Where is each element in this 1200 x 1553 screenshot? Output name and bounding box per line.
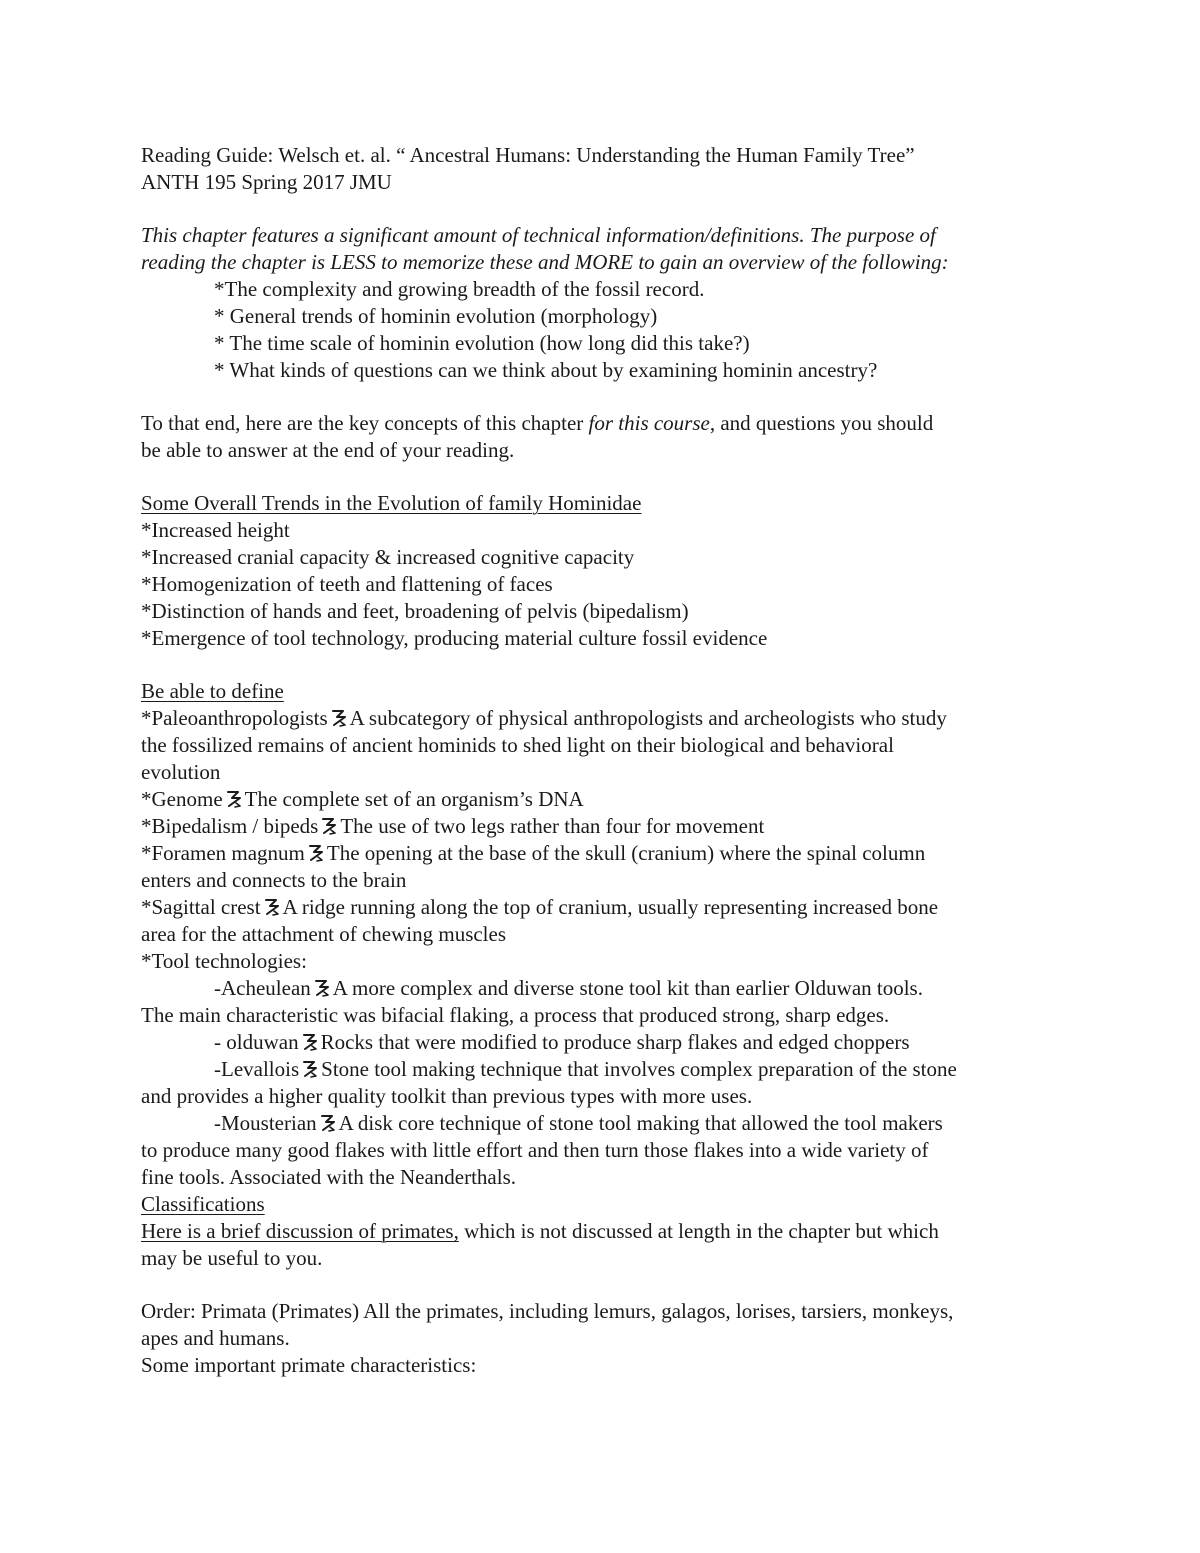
key-concepts-line-2: be able to answer at the end of your reading. — [141, 438, 515, 462]
definition-term: *Foramen magnum — [141, 841, 305, 865]
trend-item: *Increased height — [141, 518, 290, 542]
arrow-icon — [314, 978, 331, 998]
key-concepts-text: , and questions you should — [709, 411, 934, 435]
arrow-icon — [302, 1059, 319, 1079]
trend-item: *Homogenization of teeth and flattening of faces — [141, 572, 553, 596]
primates-text: which is not discussed at length in the chapter but which — [458, 1219, 939, 1243]
definition-text: The opening at the base of the skull (cranium) where the spinal column — [326, 841, 926, 865]
tool-technologies-label: *Tool technologies: — [141, 949, 307, 973]
intro-bullet: *The complexity and growing breadth of the fossil record. — [214, 277, 705, 301]
trend-item: *Increased cranial capacity & increased cognitive capacity — [141, 545, 635, 569]
classifications-heading: Classifications — [141, 1192, 265, 1216]
definition-continuation: and provides a higher quality toolkit than previous types with more uses. — [141, 1084, 753, 1108]
definition-foramen-magnum — [141, 840, 1081, 867]
document-title: Reading Guide: Welsch et. al. “ Ancestral Humans: Understanding the Human Family Tree” — [141, 143, 915, 167]
definition-continuation: to produce many good flakes with little effort and then turn those flakes into a wide variety of — [141, 1138, 929, 1162]
classifications-heading-line — [141, 1191, 1081, 1218]
definition-levallois — [141, 1056, 1081, 1083]
course-info: ANTH 195 Spring 2017 JMU — [141, 170, 392, 194]
intro-bullet: * General trends of hominin evolution (morphology) — [214, 304, 658, 328]
document-body — [141, 142, 1081, 1379]
spacer — [141, 652, 1081, 678]
arrow-icon — [302, 1032, 319, 1052]
definition-mousterian — [141, 1110, 1081, 1137]
spacer — [141, 1272, 1081, 1298]
definition-text: Rocks that were modified to produce sharp flakes and edged choppers — [320, 1030, 910, 1054]
definition-text: The use of two legs rather than four for movement — [340, 814, 765, 838]
order-line-3: Some important primate characteristics: — [141, 1353, 477, 1377]
primates-line-2: may be useful to you. — [141, 1246, 323, 1270]
arrow-icon — [308, 843, 325, 863]
arrow-icon — [320, 1113, 337, 1133]
definition-paleoanthropologists — [141, 705, 1081, 732]
definition-text: A ridge running along the top of cranium, usually representing increased bone — [282, 895, 939, 919]
intro-line-1: This chapter features a significant amount of technical information/definitions. The purpose of — [141, 223, 936, 247]
arrow-icon — [226, 789, 243, 809]
definition-acheulean — [141, 975, 1081, 1002]
intro-line-2: reading the chapter is LESS to memorize these and MORE to gain an overview of the following: — [141, 250, 949, 274]
definition-term: *Bipedalism / bipeds — [141, 814, 319, 838]
order-line-1: Order: Primata (Primates) All the primates, including lemurs, galagos, lorises, tarsiers, monkeys, — [141, 1299, 954, 1323]
order-line-2: apes and humans. — [141, 1326, 290, 1350]
definition-text: Stone tool making technique that involves complex preparation of the stone — [321, 1057, 957, 1081]
definition-term: -Acheulean — [214, 976, 311, 1000]
primates-line-1 — [141, 1218, 1081, 1245]
define-heading: Be able to define — [141, 679, 284, 703]
trend-item: *Emergence of tool technology, producing material culture fossil evidence — [141, 626, 768, 650]
definition-term: *Genome — [141, 787, 223, 811]
spacer — [141, 464, 1081, 490]
intro-bullet: * What kinds of questions can we think about by examining hominin ancestry? — [214, 358, 878, 382]
primates-link[interactable]: Here is a brief discussion of primates, — [141, 1219, 459, 1243]
definition-term: - olduwan — [214, 1030, 299, 1054]
key-concepts-emphasis: for this course — [588, 411, 710, 435]
definition-continuation: evolution — [141, 760, 221, 784]
define-heading-line — [141, 678, 1081, 705]
definition-term: *Sagittal crest — [141, 895, 261, 919]
definition-text: A more complex and diverse stone tool kit than earlier Olduwan tools. — [332, 976, 923, 1000]
intro-bullet: * The time scale of hominin evolution (how long did this take?) — [214, 331, 750, 355]
arrow-icon — [321, 816, 338, 836]
arrow-icon — [264, 897, 281, 917]
definition-sagittal-crest — [141, 894, 1081, 921]
spacer — [141, 196, 1081, 222]
definition-text: A disk core technique of stone tool making that allowed the tool makers — [338, 1111, 943, 1135]
key-concepts-text: To that end, here are the key concepts of this chapter — [141, 411, 589, 435]
trend-item: *Distinction of hands and feet, broadening of pelvis (bipedalism) — [141, 599, 689, 623]
definition-continuation: fine tools. Associated with the Neanderthals. — [141, 1165, 516, 1189]
definition-continuation: The main characteristic was bifacial flaking, a process that produced strong, sharp edges. — [141, 1003, 890, 1027]
definition-bipedalism — [141, 813, 1081, 840]
key-concepts-line-1 — [141, 410, 1081, 437]
definition-continuation: enters and connects to the brain — [141, 868, 407, 892]
definition-term: *Paleoanthropologists — [141, 706, 328, 730]
definition-genome — [141, 786, 1081, 813]
definition-continuation: the fossilized remains of ancient hominids to shed light on their biological and behavioral — [141, 733, 894, 757]
trends-heading-line — [141, 490, 1081, 517]
spacer — [141, 384, 1081, 410]
definition-term: -Mousterian — [214, 1111, 317, 1135]
definition-text: A subcategory of physical anthropologists and archeologists who study — [349, 706, 947, 730]
definition-term: -Levallois — [214, 1057, 300, 1081]
definition-olduwan — [141, 1029, 1081, 1056]
trends-heading: Some Overall Trends in the Evolution of family Hominidae — [141, 491, 642, 515]
definition-text: The complete set of an organism’s DNA — [244, 787, 584, 811]
arrow-icon — [331, 708, 348, 728]
definition-continuation: area for the attachment of chewing muscles — [141, 922, 507, 946]
